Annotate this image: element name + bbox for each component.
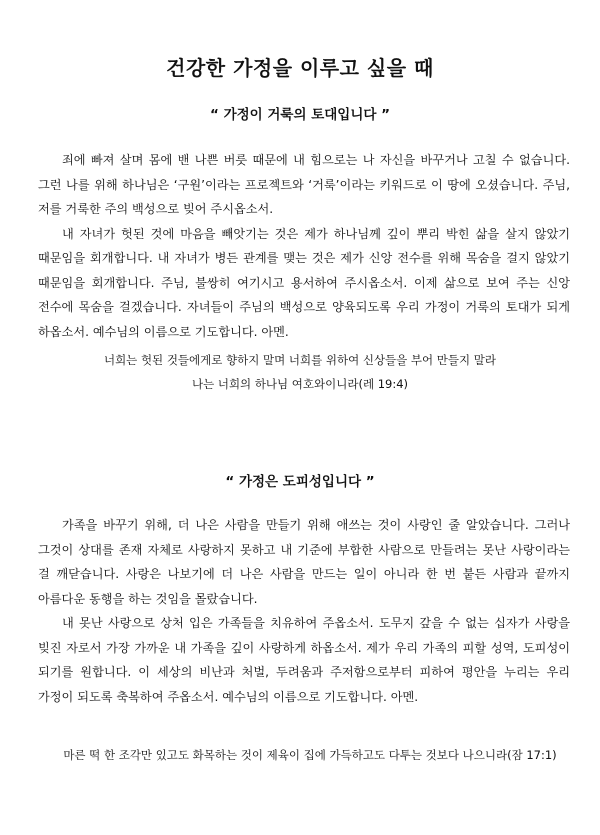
paragraph: 내 자녀가 헛된 것에 마음을 빼앗기는 것은 제가 하나님께 깊이 뿌리 박힌 삶을 살지 않았기 때문임을 회개합니다. 내 자녀가 병든 관계를 맺는 것은 제가 신앙 전수를 위해 목숨을 걸지 않았기 때문임을 회개합니다. 주님, 불쌍히 여기시고 용서하여 주시옵소서. 이제 삶으로 보여 주는 신앙 전수에 목숨을 걸겠습니다. 자녀들이 주님의 백성으로 양육되도록 우리 가정이 거룩의 토대가 되게 하옵소서. 예수님의 이름으로 기도합니다. 아멘. [38, 226, 570, 339]
verse-line: 나는 너희의 하나님 여호와이니라(레 19:4) [191, 377, 409, 391]
section-heading-refuge: “ 가정은 도피성입니다 ” [225, 474, 375, 490]
section-body-holiness [38, 148, 570, 344]
paragraph: 가족을 바꾸기 위해, 더 나은 사람을 만들기 위해 애쓰는 것이 사랑인 줄 알았습니다. 그러나 그것이 상대를 존재 자체로 사랑하지 못하고 내 기준에 부합한 사람으로 만들려는 못난 사랑이라는 걸 깨닫습니다. 사랑은 나보기에 더 나은 사람을 만드는 일이 아니라 한 번 붙든 사람과 끝까지 아름다운 동행을 하는 것임을 몰랐습니다. [38, 518, 570, 606]
section-body-refuge [38, 513, 570, 709]
verse-line: 너희는 헛된 것들에게로 향하지 말며 너희를 위하여 신상들을 부어 만들지 말라 [103, 353, 497, 367]
scripture-quote-holiness [0, 348, 600, 396]
scripture-quote-refuge [20, 743, 600, 767]
page-title: 건강한 가정을 이루고 싶을 때 [166, 56, 434, 80]
paragraph: 죄에 빠져 살며 몸에 밴 나쁜 버릇 때문에 내 힘으로는 나 자신을 바꾸거나 고칠 수 없습니다. 그런 나를 위해 하나님은 ‘구원’이라는 프로젝트와 ‘거룩’이라는 키워드로 이 땅에 오셨습니다. 주님, 저를 거룩한 주의 백성으로 빚어 주시옵소서. [38, 153, 570, 216]
section-heading-holiness: “ 가정이 거룩의 토대입니다 ” [210, 107, 390, 123]
paragraph: 내 못난 사랑으로 상처 입은 가족들을 치유하여 주옵소서. 도무지 갚을 수 없는 십자가 사랑을 빚진 자로서 가장 가까운 내 가족을 깊이 사랑하게 하옵소서. 제가 우리 가족의 피할 성역, 도피성이 되기를 원합니다. 이 세상의 비난과 처벌, 두려움과 주저함으로부터 피하여 평안을 누리는 우리 가정이 되도록 축복하여 주옵소서. 예수님의 이름으로 기도합니다. 아멘. [38, 616, 570, 704]
verse-line: 마른 떡 한 조각만 있고도 화목하는 것이 제육이 집에 가득하고도 다투는 것보다 나으니라(잠 17:1) [63, 748, 557, 762]
